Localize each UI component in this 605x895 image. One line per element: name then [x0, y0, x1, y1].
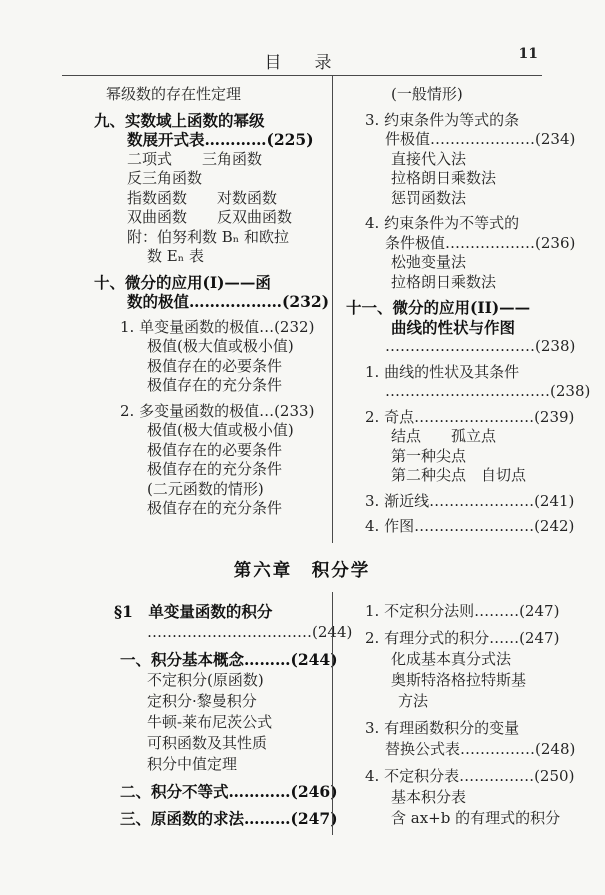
toc-line: 指数函数 对数函数: [127, 188, 278, 207]
toc-line: 直接代入法: [391, 149, 467, 168]
toc-line: 二项式 三角函数: [127, 149, 263, 168]
toc-line: 1. 单变量函数的极值…(232): [120, 317, 315, 336]
toc-section-bottom: [62, 592, 576, 835]
toc-line: 极值存在的充分条件: [147, 460, 283, 478]
toc-line: 惩罚函数法: [391, 188, 467, 207]
toc-title: 目 录: [264, 53, 340, 73]
toc-line: 数 Eₙ 表: [147, 247, 204, 265]
toc-line: 结点 孤立点: [391, 427, 497, 445]
toc-line: 基本积分表: [391, 787, 467, 806]
toc-line: 附：伯努利数 Bₙ 和欧拉: [127, 227, 290, 246]
toc-line: 数展开式表…………(225): [127, 130, 314, 149]
toc-column-left: [62, 76, 332, 543]
toc-line: 九、实数域上函数的幂级: [94, 110, 265, 130]
toc-line: (一般情形): [391, 85, 463, 103]
toc-line: 三、原函数的求法………(247): [120, 808, 338, 828]
toc-line: 1. 不定积分法则………(247): [365, 601, 560, 620]
toc-line: 含 ax+b 的有理式的积分: [391, 808, 561, 827]
toc-line: ……………………………(238): [385, 382, 591, 400]
toc-line: 二、积分不等式…………(246): [120, 781, 338, 801]
toc-line: 拉格朗日乘数法: [391, 169, 497, 187]
toc-column-right: [332, 592, 576, 835]
toc-line: 2. 奇点……………………(239): [365, 407, 575, 426]
toc-line: 极值存在的必要条件: [147, 440, 283, 459]
toc-line: 2. 有理分式的积分……(247): [365, 628, 560, 647]
toc-line: 第二种尖点 自切点: [391, 466, 527, 484]
toc-line: 方法: [398, 691, 429, 710]
toc-line: 可积函数及其性质: [147, 733, 268, 752]
toc-line: 曲线的性状与作图: [391, 317, 516, 337]
toc-line: 3. 约束条件为等式的条: [365, 110, 520, 129]
toc-line: 双曲函数 反双曲函数: [127, 208, 293, 226]
toc-column-right: [332, 76, 591, 543]
toc-line: 条件极值………………(236): [385, 233, 576, 252]
toc-line: 4. 作图……………………(242): [365, 517, 575, 535]
toc-line: 定积分·黎曼积分: [147, 691, 257, 710]
toc-line: 1. 曲线的性状及其条件: [365, 362, 520, 381]
toc-column-left: [62, 592, 353, 835]
toc-line: 极值存在的充分条件: [147, 376, 283, 394]
toc-line: 幂级数的存在性定理: [106, 85, 242, 103]
toc-line: (二元函数的情形): [147, 479, 264, 498]
toc-line: 十一、微分的应用(II)——: [346, 298, 531, 317]
toc-line: 极值存在的必要条件: [147, 356, 283, 375]
toc-line: 2. 多变量函数的极值…(233): [120, 401, 315, 420]
toc-line: 第一种尖点: [391, 446, 467, 465]
toc-line: 件极值…………………(234): [385, 130, 576, 148]
toc-line: 十、微分的应用(I)——函: [94, 272, 271, 292]
toc-line: 化成基本真分式法: [391, 649, 512, 668]
toc-line: 3. 渐近线…………………(241): [365, 491, 575, 510]
toc-line: 4. 约束条件为不等式的: [365, 214, 520, 232]
toc-line: 拉格朗日乘数法: [391, 272, 497, 291]
toc-line: 极值(极大值或极小值): [147, 337, 294, 355]
toc-line: …………………………(238): [385, 337, 576, 355]
toc-line: 积分中值定理: [147, 754, 238, 773]
toc-section-top: [62, 76, 591, 543]
page-number: 11: [518, 46, 538, 62]
toc-line: 3. 有理函数积分的变量: [365, 718, 520, 737]
toc-line: 4. 不定积分表……………(250): [365, 766, 575, 785]
toc-line: 数的极值………………(232): [127, 292, 330, 311]
toc-line: 替换公式表……………(248): [385, 739, 576, 758]
page-content: [62, 46, 591, 835]
toc-line: 反三角函数: [127, 169, 203, 187]
toc-line: 极值(极大值或极小值): [147, 421, 294, 439]
toc-line: 牛顿-莱布尼茨公式: [147, 712, 273, 731]
toc-line: 极值存在的充分条件: [147, 499, 283, 517]
toc-line: 松弛变量法: [391, 253, 467, 271]
toc-line: 不定积分(原函数): [147, 670, 264, 689]
page-header: [62, 46, 542, 76]
toc-line: ……………………………(244): [147, 622, 353, 641]
toc-line: 奥斯特洛格拉特斯基: [391, 670, 527, 689]
toc-line: §1 单变量函数的积分: [114, 601, 273, 621]
chapter-heading: 第六章 积分学: [233, 560, 371, 581]
toc-line: 一、积分基本概念………(244): [120, 649, 338, 669]
